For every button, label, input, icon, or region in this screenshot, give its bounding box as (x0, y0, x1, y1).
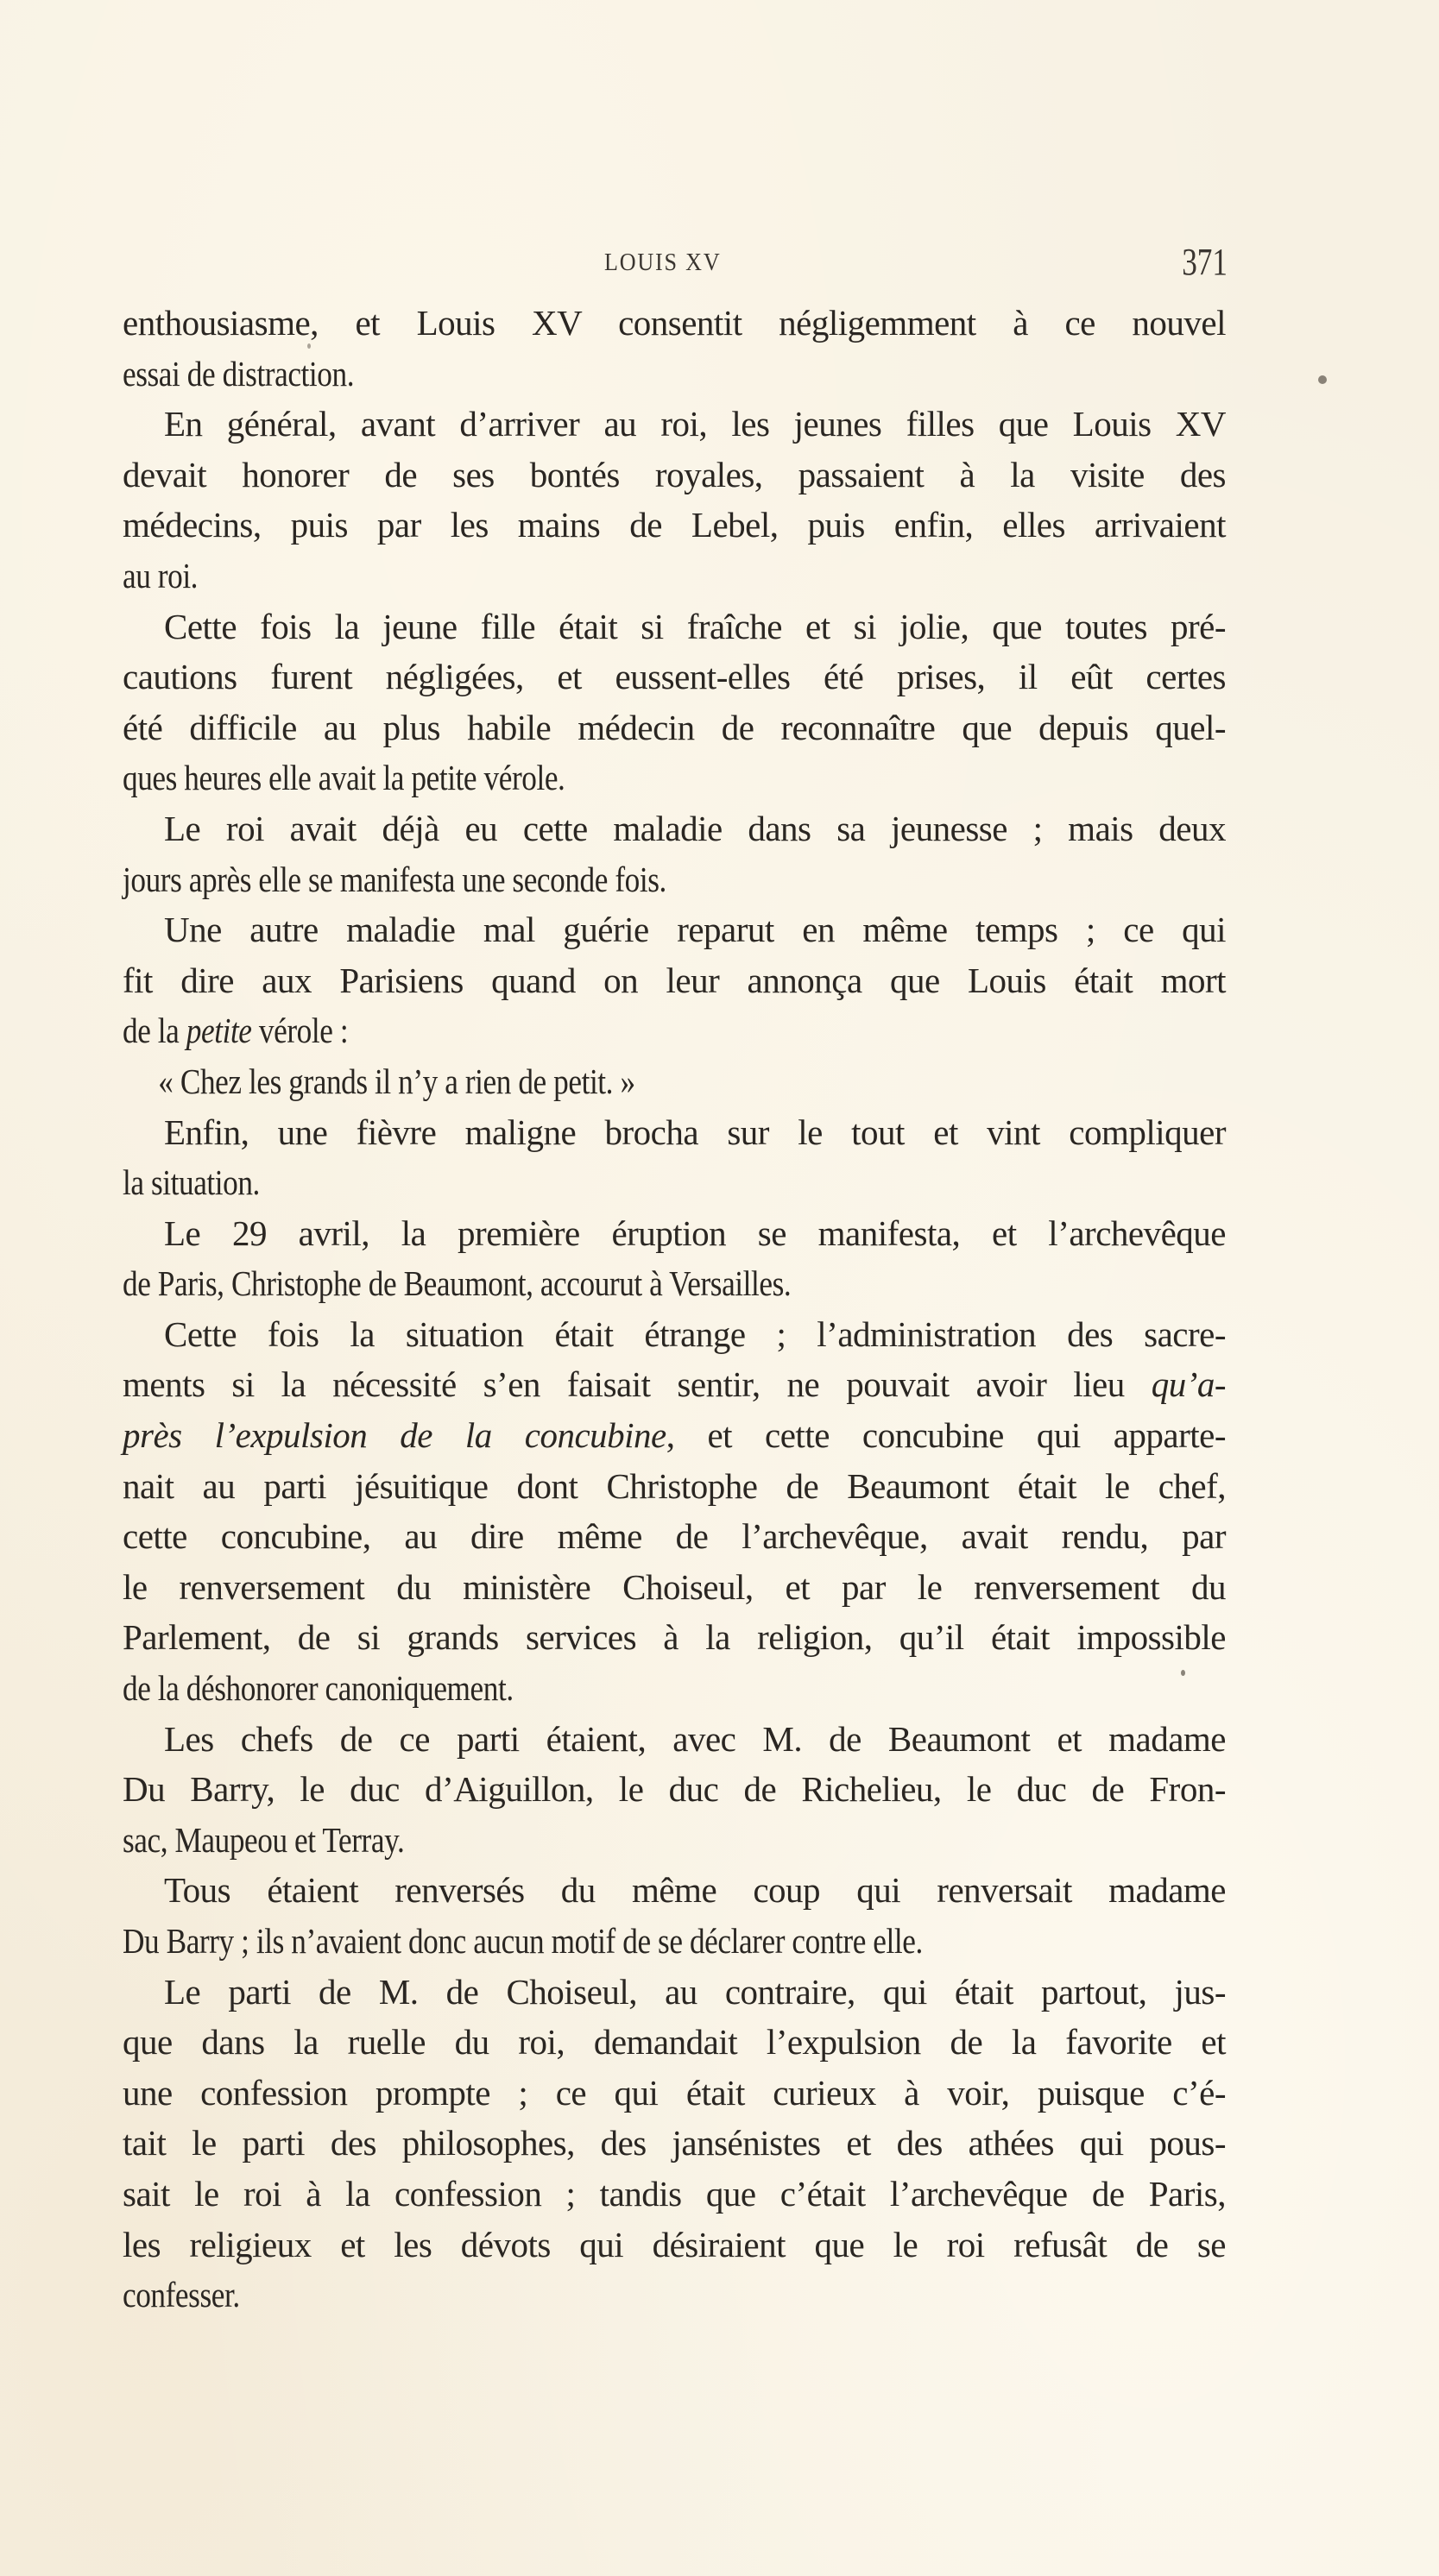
text-line (123, 1612, 1226, 1663)
text-line (123, 1764, 1226, 1815)
italic-run: qu’a- (1151, 1364, 1226, 1405)
text-line (123, 551, 1226, 601)
text-run: sac, Maupeou et Terray. (123, 1819, 405, 1860)
text-run: sait le roi à la confession ; tandis que c’était l’archevêque de Paris, (123, 2173, 1226, 2214)
paper-speck (307, 343, 311, 349)
text-run: nait au parti jésuitique dont Christophe de Beaumont était le chef, (123, 1465, 1226, 1506)
text-run: au roi. (123, 555, 199, 595)
text-line (123, 1916, 1226, 1967)
italic-run: près l’expulsion de la concubine (123, 1415, 666, 1456)
text-run: cautions furent négligées, et eussent-elles été prises, il eût certes (123, 657, 1226, 697)
text-line (123, 2017, 1226, 2068)
text-run: de la (123, 1011, 186, 1051)
text-line (123, 1107, 1226, 1158)
text-line (123, 1005, 1226, 1056)
text-run: enthousiasme, et Louis XV consentit négligemment à ce nouvel (123, 303, 1226, 343)
text-run: fit dire aux Parisiens quand on leur annonça que Louis était mort (123, 960, 1226, 1000)
text-run: Tous étaient renversés du même coup qui renversait madame (164, 1870, 1226, 1911)
text-run: que dans la ruelle du roi, demandait l’expulsion de la favorite et (123, 2022, 1226, 2063)
text-run: Cette fois la jeune fille était si fraîche et si jolie, que toutes pré- (164, 606, 1226, 646)
body-text (123, 298, 1226, 2321)
text-run: Du Barry ; ils n’avaient donc aucun motif de se déclarer contre elle. (123, 1921, 923, 1961)
text-line (123, 2118, 1226, 2169)
text-line (123, 1309, 1226, 1360)
text-line (123, 904, 1226, 955)
text-run: Enfin, une fièvre maligne brocha sur le tout et vint compliquer (164, 1112, 1226, 1152)
text-line (123, 1461, 1226, 1512)
text-run: Parlement, de si grands services à la religion, qu’il était impossible (123, 1617, 1226, 1658)
text-run: , et cette concubine qui apparte- (666, 1415, 1226, 1456)
text-line (123, 1815, 1226, 1866)
text-run: « Chez les grands il n’y a rien de petit. » (158, 1061, 635, 1101)
text-line (123, 2270, 1226, 2321)
text-run: ments si la nécessité s’en faisait sentir, ne pouvait avoir lieu (123, 1364, 1152, 1405)
text-run: ques heures elle avait la petite vérole. (123, 758, 565, 798)
text-run: été difficile au plus habile médecin de reconnaître que depuis quel- (123, 707, 1226, 747)
text-line (123, 955, 1226, 1006)
page-number: 371 (1182, 241, 1228, 283)
text-line (123, 1258, 1226, 1309)
text-run: la situation. (123, 1162, 260, 1203)
text-line (123, 1056, 1226, 1107)
text-run: Le parti de M. de Choiseul, au contraire, qui était partout, jus- (164, 1971, 1226, 2012)
text-run: cette concubine, au dire même de l’archevêque, avait rendu, par (123, 1516, 1226, 1557)
text-run: le renversement du ministère Choiseul, et par le renversement du (123, 1566, 1226, 1607)
text-line (123, 753, 1226, 803)
running-header (121, 240, 1228, 292)
text-run: En général, avant d’arriver au roi, les jeunes filles que Louis XV (164, 404, 1226, 444)
text-run: médecins, puis par les mains de Lebel, puis enfin, elles arrivaient (123, 505, 1226, 545)
text-run: tait le parti des philosophes, des jansénistes et des athées qui pous- (123, 2123, 1226, 2163)
text-run: devait honorer de ses bontés royales, passaient à la visite des (123, 454, 1226, 494)
text-line (123, 1359, 1226, 1410)
text-line (123, 349, 1226, 400)
text-line (123, 399, 1226, 450)
text-line (123, 601, 1226, 652)
text-line (123, 803, 1226, 854)
text-line (123, 450, 1226, 501)
text-run: essai de distraction. (123, 353, 355, 394)
text-line (123, 1511, 1226, 1562)
text-line (123, 1714, 1226, 1765)
text-run: Une autre maladie mal guérie reparut en même temps ; ce qui (164, 910, 1226, 950)
text-line (123, 1208, 1226, 1259)
text-run: Le 29 avril, la première éruption se manifesta, et l’archevêque (164, 1212, 1226, 1253)
text-run: Cette fois la situation était étrange ; l’administration des sacre- (164, 1313, 1226, 1354)
text-run: Les chefs de ce parti étaient, avec M. de Beaumont et madame (164, 1718, 1226, 1759)
text-line (123, 1562, 1226, 1613)
paper-speck (1318, 375, 1327, 384)
text-line (123, 1157, 1226, 1208)
text-line (123, 2169, 1226, 2220)
text-run: vérole : (251, 1011, 349, 1051)
italic-run: petite (186, 1011, 252, 1051)
text-line (123, 1967, 1226, 2018)
text-run: Le roi avait déjà eu cette maladie dans sa jeunesse ; mais deux (164, 808, 1226, 848)
text-line (123, 1865, 1226, 1916)
text-line (123, 2068, 1226, 2119)
paper-speck (1181, 1670, 1185, 1676)
text-run: une confession prompte ; ce qui était curieux à voir, puisque c’é- (123, 2072, 1226, 2113)
text-line (123, 2220, 1226, 2271)
text-run: jours après elle se manifesta une seconde fois. (123, 859, 666, 899)
text-line (123, 854, 1226, 905)
text-line (123, 1410, 1226, 1461)
text-run: les religieux et les dévots qui désiraient que le roi refusât de se (123, 2224, 1226, 2264)
text-run: de Paris, Christophe de Beaumont, accourut à Versailles. (123, 1263, 792, 1304)
text-line (123, 500, 1226, 551)
text-line (123, 702, 1226, 753)
text-line (123, 298, 1226, 349)
text-run: confesser. (123, 2275, 240, 2315)
text-run: de la déshonorer canoniquement. (123, 1668, 514, 1709)
running-title: LOUIS XV (604, 249, 722, 276)
text-line (123, 1663, 1226, 1714)
text-line (123, 652, 1226, 702)
text-run: Du Barry, le duc d’Aiguillon, le duc de Richelieu, le duc de Fron- (123, 1769, 1226, 1810)
